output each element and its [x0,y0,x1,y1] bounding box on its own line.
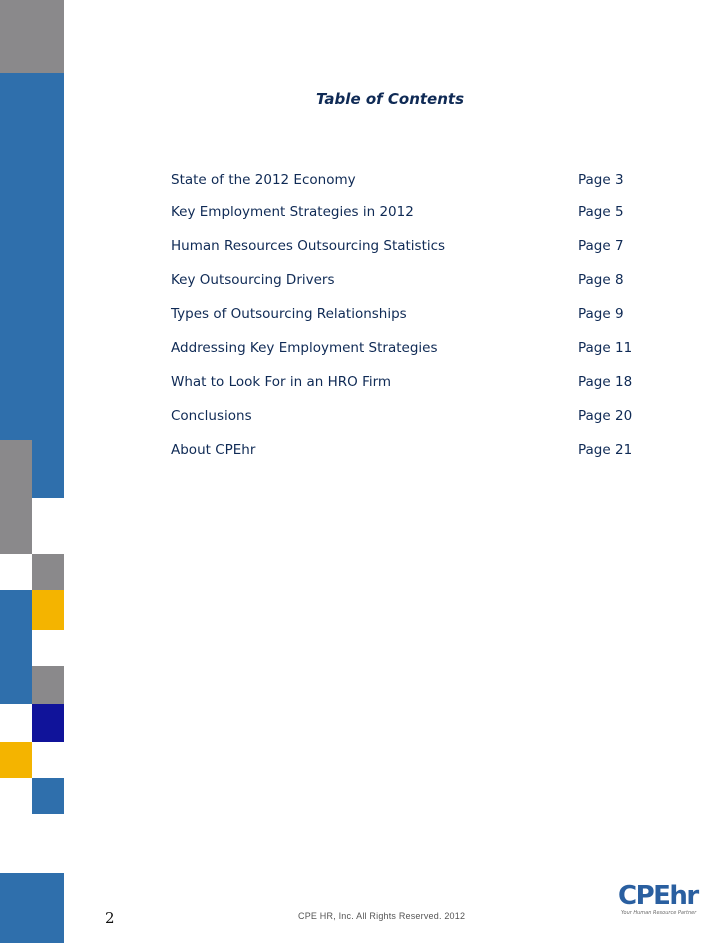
toc-entry-page: Page 20 [578,408,633,424]
decorative-color-strip [0,0,64,943]
toc-entry-page: Page 9 [578,306,624,322]
toc-entry[interactable] [171,340,641,362]
toc-entry-page: Page 21 [578,442,633,458]
toc-entry[interactable] [171,374,641,396]
grey-block [0,0,64,73]
toc-entry-title: Conclusions [171,408,252,424]
blue-block [32,778,64,814]
blue-block [0,873,64,943]
grey-block [32,554,64,590]
toc-entry-title: Human Resources Outsourcing Statistics [171,238,446,254]
page-number: 2 [105,909,115,927]
toc-entry-page: Page 11 [578,340,633,356]
yellow-block [0,742,32,778]
toc-entry[interactable] [171,408,641,430]
toc-entry-title: Types of Outsourcing Relationships [171,306,407,322]
toc-entry-page: Page 18 [578,374,633,390]
toc-entry[interactable] [171,172,641,194]
toc-entry-page: Page 5 [578,204,624,220]
toc-entry[interactable] [171,442,641,464]
grey-block [32,666,64,704]
toc-entry-title: What to Look For in an HRO Firm [171,374,392,390]
toc-entry[interactable] [171,238,641,260]
blue-block [0,73,64,440]
toc-entry-title: State of the 2012 Economy [171,172,356,188]
blue-block [32,440,64,498]
toc-entry-title: Addressing Key Employment Strategies [171,340,438,356]
toc-entry-page: Page 8 [578,272,624,288]
grey-block [0,440,32,498]
grey-block [0,498,32,554]
toc-entry-page: Page 3 [578,172,624,188]
page-title: Table of Contents [315,90,464,108]
yellow-block [32,590,64,630]
company-logo [618,883,698,923]
logo-tagline: Your Human Resource Partner [621,910,697,916]
logo-wordmark: CPEhr [618,881,698,911]
toc-entry-page: Page 7 [578,238,624,254]
blue-block [0,590,32,704]
footer-copyright: CPE HR, Inc. All Rights Reserved. 2012 [298,911,466,921]
toc-entry-title: About CPEhr [171,442,256,458]
toc-entry[interactable] [171,204,641,226]
toc-entry[interactable] [171,306,641,328]
toc-entry[interactable] [171,272,641,294]
toc-entry-title: Key Employment Strategies in 2012 [171,204,414,220]
toc-entry-title: Key Outsourcing Drivers [171,272,335,288]
navy-block [32,704,64,742]
